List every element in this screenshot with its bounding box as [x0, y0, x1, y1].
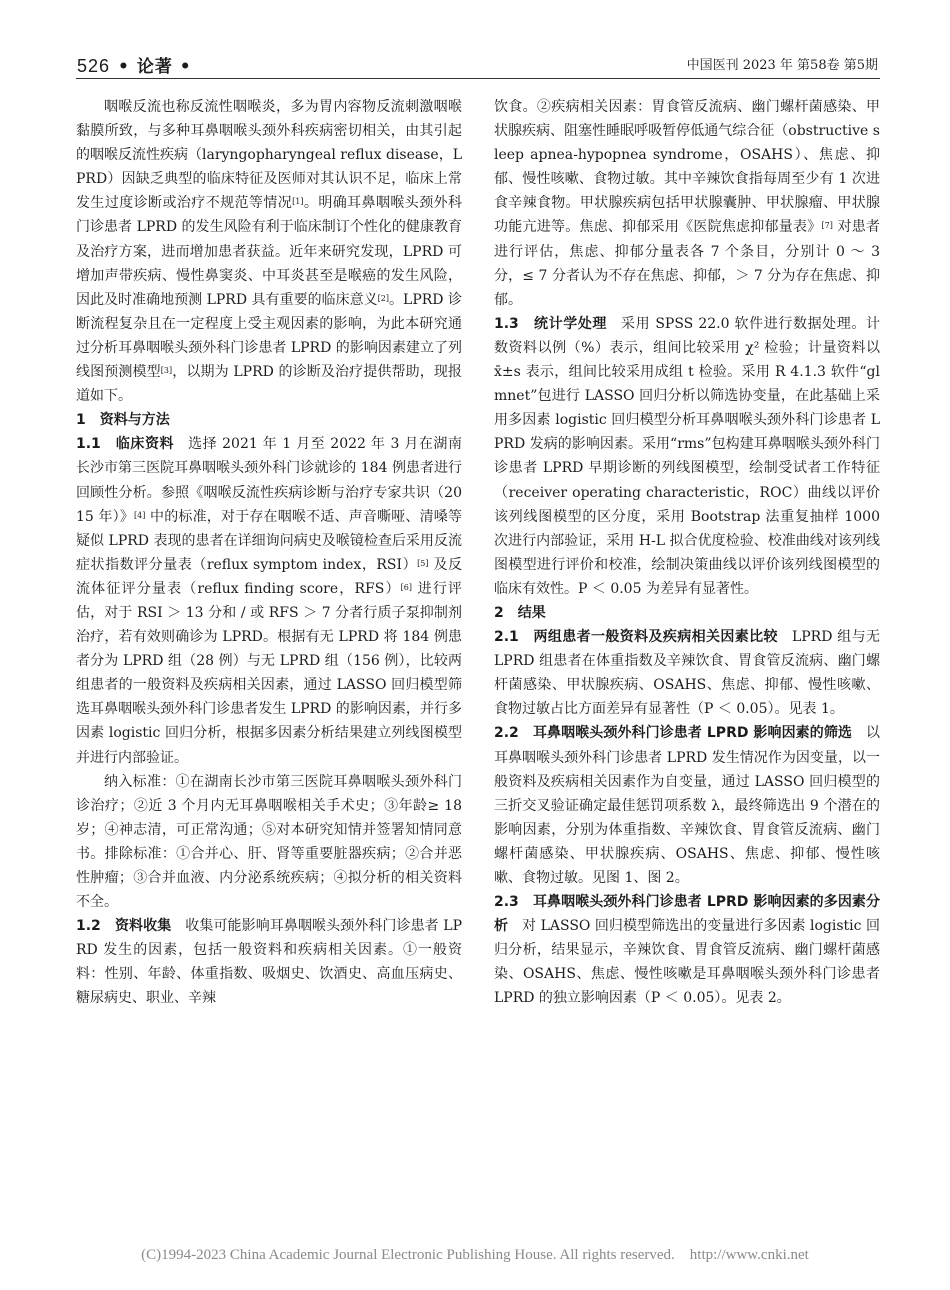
intro-paragraph: 咽喉反流也称反流性咽喉炎，多为胃内容物反流刺激咽喉黏膜所致，与多种耳鼻咽喉头颈外科疾病密切相关，由其引起的咽喉反流性疾病（laryngopharyngeal reflux disease，LPRD）因缺乏典型的临床特征及医师对其认识不足，临床上常发生过度诊断或治疗不规范等情况[1]。明确耳鼻咽喉头颈外科门诊患者 LPRD 的发生风险有利于临床制订个性化的健康教育及治疗方案，进而增加患者获益。近年来研究发现，LPRD 可增加声带疾病、慢性鼻窦炎、中耳炎甚至是喉癌的发生风险，因此及时准确地预测 LPRD 具有重要的临床意义[2]。LPRD 诊断流程复杂且在一定程度上受主观因素的影响，为此本研究通过分析耳鼻咽喉头颈外科门诊患者 LPRD 的影响因素建立了列线图预测模型[3]，以期为 LPRD 的诊断及治疗提供帮助，现报道如下。	[76, 99, 463, 405]
section-2-2-title: 2.2 耳鼻咽喉头颈外科门诊患者 LPRD 影响因素的筛选	[494, 725, 852, 742]
journal-info: 中国医刊 2023 年 第58卷 第5期	[686, 58, 878, 73]
section-2-1-title: 2.1 两组患者一般资料及疾病相关因素比较	[494, 629, 778, 646]
left-column	[76, 95, 462, 1011]
section-1-2-title: 1.2 资料收集	[76, 918, 172, 935]
section-1-2: 1.2 资料收集 收集可能影响耳鼻咽喉头颈外科门诊患者 LPRD 发生的因素，包括一般资料和疾病相关因素。①一般资料：性别、年龄、体重指数、吸烟史、饮酒史、高血压病史、糖尿病史、职业、辛辣	[76, 918, 462, 1007]
section-1-3-title: 1.3 统计学处理	[494, 315, 608, 332]
section-2-1: 2.1 两组患者一般资料及疾病相关因素比较 LPRD 组与无 LPRD 组患者在体重指数及辛辣饮食、胃食管反流病、幽门螺杆菌感染、甲状腺疾病、OSAHS、焦虑、抑郁、慢性咳嗽、食物过敏占比方面差异有显著性（P ＜ 0.05）。见表 1。	[494, 629, 880, 718]
section-2-2: 2.2 耳鼻咽喉头颈外科门诊患者 LPRD 影响因素的筛选 以耳鼻咽喉头颈外科门诊患者 LPRD 发生情况作为因变量，以一般资料及疾病相关因素作为自变量，通过 LASSO 回归模型的三折交叉验证确定最佳惩罚项系数 λ，最终筛选出 9 个潜在的影响因素，分别为体重指数、辛辣饮食、胃食管反流病、幽门螺杆菌感染、甲状腺疾病、OSAHS、焦虑、抑郁、慢性咳嗽、食物过敏。见图 1、图 2。	[494, 725, 880, 886]
section-2-3-title: 2.3 耳鼻咽喉头颈外科门诊患者 LPRD 影响因素的多因素分析	[494, 894, 880, 935]
section-2-3: 2.3 耳鼻咽喉头颈外科门诊患者 LPRD 影响因素的多因素分析 对 LASSO 回归模型筛选出的变量进行多因素 logistic 回归分析，结果显示，辛辣饮食、胃食管反流病、幽门螺杆菌感染、OSAHS、焦虑、慢性咳嗽是耳鼻咽喉头颈外科门诊患者 LPRD 的独立影响因素（P ＜ 0.05）。见表 2。	[494, 894, 880, 1007]
header-rule	[76, 78, 880, 79]
section-2-heading: 2 结果	[494, 604, 546, 621]
right-column	[494, 95, 880, 1011]
section-label: • 论著 •	[118, 57, 192, 77]
section-1-1: 1.1 临床资料 选择 2021 年 1 月至 2022 年 3 月在湖南长沙市第三医院耳鼻咽喉头颈外科门诊就诊的 184 例患者进行回顾性分析。参照《咽喉反流性疾病诊断与治疗专家共识（2015 年）》[4] 中的标准，对于存在咽喉不适、声音嘶哑、清嗓等疑似 LPRD 表现的患者在详细询问病史及喉镜检查后采用反流症状指数评分量表（reflux symptom index，RSI）[5] 及反流体征评分量表（reflux finding score，RFS）[6] 进行评估，对于 RSI ＞ 13 分和 / 或 RFS ＞ 7 分者行质子泵抑制剂治疗，若有效则确诊为 LPRD。根据有无 LPRD 将 184 例患者分为 LPRD 组（28 例）与无 LPRD 组（156 例），比较两组患者的一般资料及疾病相关因素，通过 LASSO 回归模型筛选耳鼻咽喉头颈外科门诊患者发生 LPRD 的影响因素，并行多因素 logistic 回归分析，根据多因素分析结果建立列线图模型并进行内部验证。	[76, 436, 463, 766]
criteria-paragraph: 纳入标准：①在湖南长沙市第三医院耳鼻咽喉头颈外科门诊治疗；②近 3 个月内无耳鼻咽喉相关手术史；③年龄≥ 18 岁；④神志清，可正常沟通；⑤对本研究知情并签署知情同意书。排除标准：①合并心、肝、肾等重要脏器疾病；②合并恶性肿瘤；③合并血液、内分泌系统疾病；④拟分析的相关资料不全。	[76, 773, 462, 911]
section-1-3: 1.3 统计学处理 采用 SPSS 22.0 软件进行数据处理。计数资料以例（%）表示，组间比较采用 χ² 检验；计量资料以 x̄±s 表示，组间比较采用成组 t 检验。采用 R 4.1.3 软件“glmnet”包进行 LASSO 回归分析以筛选协变量，在此基础上采用多因素 logistic 回归模型分析耳鼻咽喉头颈外科门诊患者 LPRD 发病的影响因素。采用“rms”包构建耳鼻咽喉头颈外科门诊患者 LPRD 早期诊断的列线图模型，绘制受试者工作特征（receiver operating characteristic，ROC）曲线以评价该列线图模型的区分度，采用 Bootstrap 法重复抽样 1000 次进行内部验证，采用 H-L 拟合优度检验、校准曲线对该列线图模型进行评价和校准，绘制决策曲线以评价该列线图模型的临床有效性。P ＜ 0.05 为差异有显著性。	[494, 315, 880, 597]
section-1-1-title: 1.1 临床资料	[76, 436, 175, 453]
section-1-heading: 1 资料与方法	[76, 412, 170, 429]
page-header-left	[77, 52, 192, 77]
page-number: 526	[77, 56, 111, 76]
copyright-footer: (C)1994-2023 China Academic Journal Electronic Publishing House. All rights reserved. http://www.cnki.net	[141, 1247, 809, 1263]
section-1-2-continued: 饮食。②疾病相关因素：胃食管反流病、幽门螺杆菌感染、甲状腺疾病、阻塞性睡眠呼吸暂停低通气综合征（obstructive sleep apnea-hypopnea syndrome，OSAHS）、焦虑、抑郁、慢性咳嗽、食物过敏。其中辛辣饮食指每周至少有 1 次进食辛辣食物。甲状腺疾病包括甲状腺囊肿、甲状腺瘤、甲状腺功能亢进等。焦虑、抑郁采用《医院焦虑抑郁量表》[7] 对患者进行评估，焦虑、抑郁分量表各 7 个条目，分别计 0 ～ 3 分，≤ 7 分者认为不存在焦虑、抑郁，＞ 7 分为存在焦虑、抑郁。	[494, 99, 881, 308]
